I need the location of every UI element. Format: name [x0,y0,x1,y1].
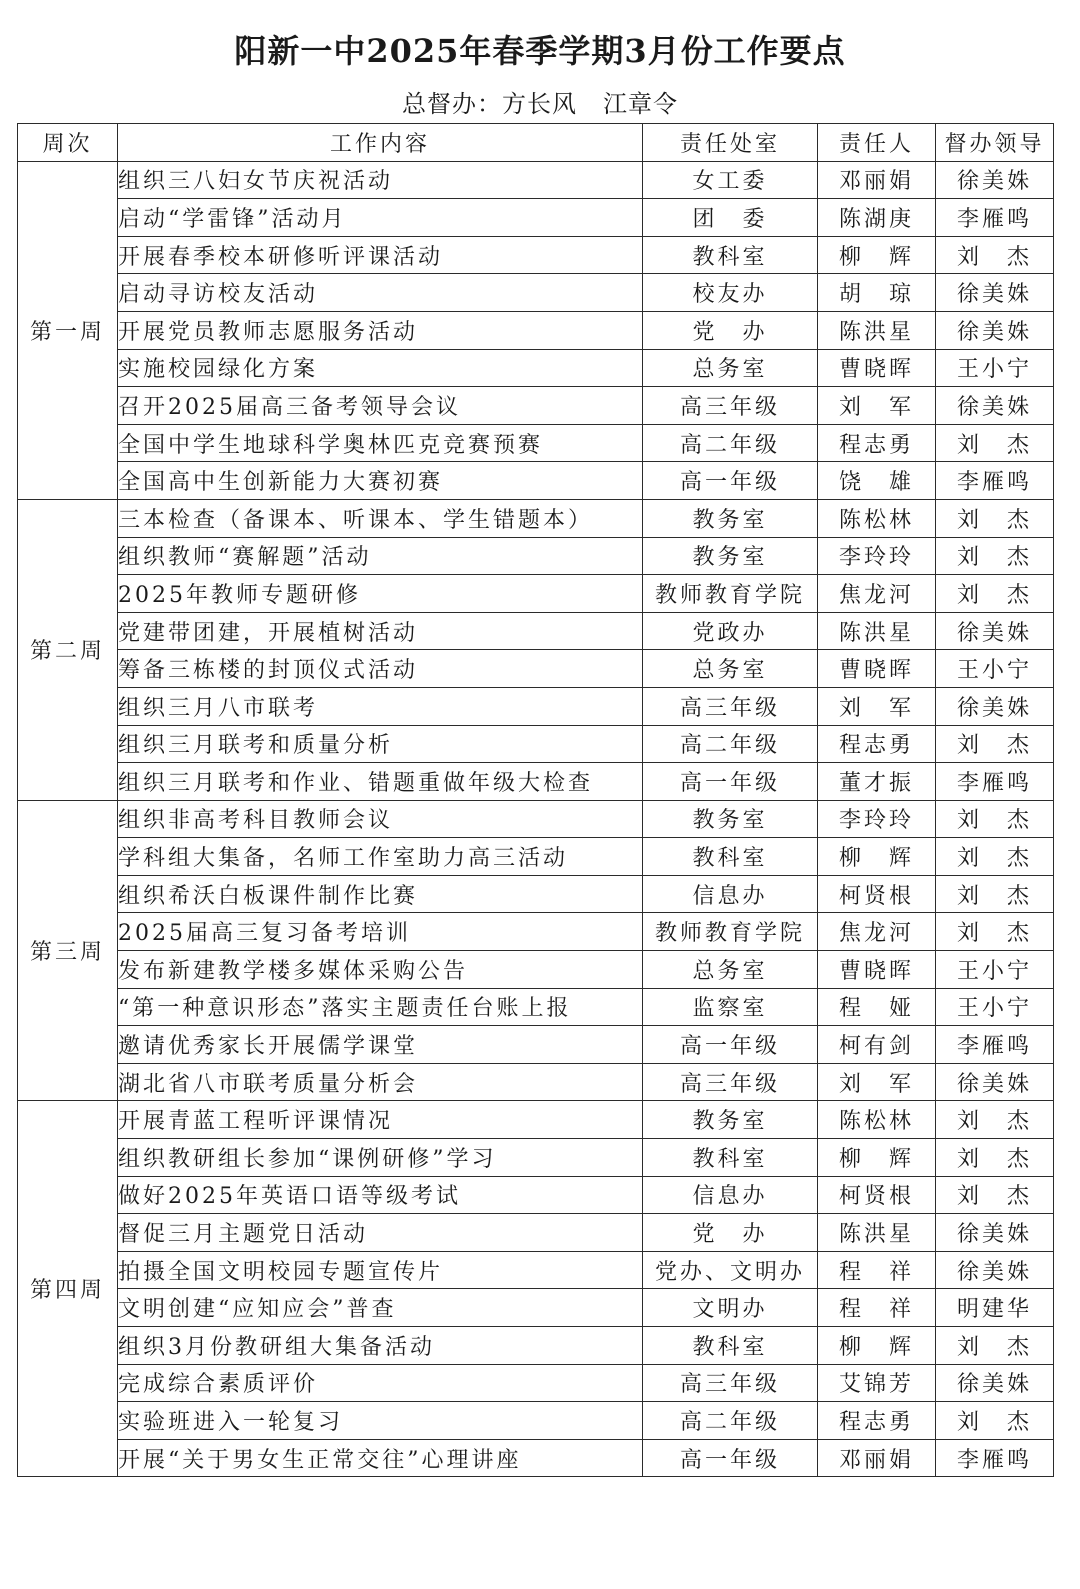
supervising-leader: 刘 杰 [936,575,1054,613]
work-content: 实验班进入一轮复习 [118,1402,643,1440]
table-row [18,1026,1054,1064]
responsible-department: 教师教育学院 [643,913,818,951]
responsible-person: 柯有剑 [818,1026,936,1064]
work-content: 召开2025届高三备考领导会议 [118,387,643,425]
responsible-department: 党 办 [643,1214,818,1252]
table-row [18,311,1054,349]
responsible-person: 邓丽娟 [818,1439,936,1477]
table-row [18,612,1054,650]
responsible-department: 高一年级 [643,462,818,500]
responsible-department: 高一年级 [643,1026,818,1064]
responsible-person: 程志勇 [818,1402,936,1440]
table-row [18,387,1054,425]
table-row [18,1139,1054,1177]
supervising-leader: 徐美姝 [936,1251,1054,1289]
supervising-leader: 徐美姝 [936,1063,1054,1101]
responsible-department: 高二年级 [643,1402,818,1440]
table-row [18,1439,1054,1477]
supervising-leader: 徐美姝 [936,161,1054,199]
table-row [18,875,1054,913]
work-content: 开展党员教师志愿服务活动 [118,311,643,349]
supervising-leader: 王小宁 [936,650,1054,688]
work-content: 开展春季校本研修听评课活动 [118,236,643,274]
work-content: 组织希沃白板课件制作比赛 [118,875,643,913]
responsible-person: 柳 辉 [818,838,936,876]
table-row [18,575,1054,613]
table-row [18,687,1054,725]
responsible-department: 高一年级 [643,1439,818,1477]
week-label: 第二周 [18,499,118,800]
supervising-leader: 徐美姝 [936,1214,1054,1252]
table-row [18,199,1054,237]
supervising-leader: 李雁鸣 [936,1026,1054,1064]
table-row [18,424,1054,462]
table-row [18,650,1054,688]
responsible-department: 党 办 [643,311,818,349]
responsible-person: 柳 辉 [818,1327,936,1365]
supervising-leader: 刘 杰 [936,838,1054,876]
table-row [18,499,1054,537]
responsible-department: 教科室 [643,1139,818,1177]
responsible-department: 教务室 [643,499,818,537]
responsible-person: 李玲玲 [818,800,936,838]
supervising-leader: 刘 杰 [936,725,1054,763]
supervisor-label: 总督办：方长风 [402,90,577,118]
table-row [18,1176,1054,1214]
work-content: 组织三月联考和质量分析 [118,725,643,763]
responsible-department: 文明办 [643,1289,818,1327]
table-row [18,988,1054,1026]
responsible-department: 教务室 [643,1101,818,1139]
responsible-person: 陈洪星 [818,1214,936,1252]
responsible-department: 教科室 [643,236,818,274]
header-department: 责任处室 [643,124,818,162]
responsible-department: 教务室 [643,800,818,838]
work-content: 实施校园绿化方案 [118,349,643,387]
table-row [18,913,1054,951]
responsible-department: 党办、文明办 [643,1251,818,1289]
responsible-department: 高二年级 [643,424,818,462]
work-plan-table [17,123,1054,1477]
responsible-department: 总务室 [643,951,818,989]
responsible-person: 胡 琼 [818,274,936,312]
responsible-person: 李玲玲 [818,537,936,575]
responsible-department: 高三年级 [643,1364,818,1402]
supervising-leader: 徐美姝 [936,387,1054,425]
responsible-department: 总务室 [643,650,818,688]
responsible-department: 校友办 [643,274,818,312]
header-week: 周次 [18,124,118,162]
table-body [18,161,1054,1477]
supervising-leader: 刘 杰 [936,1327,1054,1365]
responsible-department: 高三年级 [643,687,818,725]
work-content: 全国中学生地球科学奥林匹克竞赛预赛 [118,424,643,462]
header-person: 责任人 [818,124,936,162]
table-row [18,1251,1054,1289]
responsible-person: 曹晓晖 [818,349,936,387]
responsible-department: 教科室 [643,1327,818,1365]
responsible-person: 柳 辉 [818,236,936,274]
responsible-department: 高二年级 [643,725,818,763]
responsible-department: 教师教育学院 [643,575,818,613]
work-content: 全国高中生创新能力大赛初赛 [118,462,643,500]
work-content: 组织三八妇女节庆祝活动 [118,161,643,199]
table-row [18,1402,1054,1440]
supervising-leader: 刘 杰 [936,1139,1054,1177]
table-row [18,1101,1054,1139]
responsible-person: 陈湖庚 [818,199,936,237]
supervisor-line [0,84,1080,119]
work-content: 三本检查（备课本、听课本、学生错题本） [118,499,643,537]
week-label: 第一周 [18,161,118,499]
supervising-leader: 王小宁 [936,988,1054,1026]
table-row [18,1289,1054,1327]
supervising-leader: 刘 杰 [936,1402,1054,1440]
table-row [18,462,1054,500]
responsible-person: 曹晓晖 [818,951,936,989]
work-content: 2025届高三复习备考培训 [118,913,643,951]
work-content: 发布新建教学楼多媒体采购公告 [118,951,643,989]
responsible-department: 党政办 [643,612,818,650]
work-content: 做好2025年英语口语等级考试 [118,1176,643,1214]
supervising-leader: 刘 杰 [936,499,1054,537]
work-content: 筹备三栋楼的封顶仪式活动 [118,650,643,688]
supervising-leader: 刘 杰 [936,800,1054,838]
supervising-leader: 刘 杰 [936,424,1054,462]
responsible-person: 柳 辉 [818,1139,936,1177]
header-content: 工作内容 [118,124,643,162]
work-content: 组织三月联考和作业、错题重做年级大检查 [118,763,643,801]
table-row [18,161,1054,199]
responsible-person: 董才振 [818,763,936,801]
responsible-person: 刘 军 [818,387,936,425]
responsible-department: 团 委 [643,199,818,237]
responsible-person: 程 娅 [818,988,936,1026]
supervising-leader: 刘 杰 [936,875,1054,913]
table-row [18,236,1054,274]
table-row [18,951,1054,989]
supervising-leader: 王小宁 [936,951,1054,989]
responsible-department: 女工委 [643,161,818,199]
responsible-person: 刘 军 [818,687,936,725]
responsible-person: 焦龙河 [818,575,936,613]
responsible-person: 程 祥 [818,1251,936,1289]
work-content: 湖北省八市联考质量分析会 [118,1063,643,1101]
work-content: 启动寻访校友活动 [118,274,643,312]
work-content: 组织3月份教研组大集备活动 [118,1327,643,1365]
responsible-person: 艾锦芳 [818,1364,936,1402]
supervising-leader: 刘 杰 [936,1176,1054,1214]
supervising-leader: 徐美姝 [936,311,1054,349]
work-content: 党建带团建，开展植树活动 [118,612,643,650]
responsible-person: 程 祥 [818,1289,936,1327]
work-content: 邀请优秀家长开展儒学课堂 [118,1026,643,1064]
responsible-person: 陈洪星 [818,311,936,349]
supervising-leader: 明建华 [936,1289,1054,1327]
supervising-leader: 李雁鸣 [936,1439,1054,1477]
table-row [18,763,1054,801]
table-row [18,1327,1054,1365]
table-row [18,800,1054,838]
table-row [18,1214,1054,1252]
responsible-person: 刘 军 [818,1063,936,1101]
supervising-leader: 徐美姝 [936,274,1054,312]
supervising-leader: 刘 杰 [936,913,1054,951]
work-content: 组织非高考科目教师会议 [118,800,643,838]
work-content: 开展青蓝工程听评课情况 [118,1101,643,1139]
table-header-row [18,124,1054,162]
responsible-person: 饶 雄 [818,462,936,500]
responsible-person: 邓丽娟 [818,161,936,199]
table-row [18,537,1054,575]
work-content: 组织三月八市联考 [118,687,643,725]
supervising-leader: 刘 杰 [936,236,1054,274]
responsible-person: 陈松林 [818,1101,936,1139]
responsible-department: 高三年级 [643,1063,818,1101]
supervising-leader: 李雁鸣 [936,199,1054,237]
responsible-department: 监察室 [643,988,818,1026]
responsible-department: 信息办 [643,1176,818,1214]
responsible-department: 高一年级 [643,763,818,801]
supervising-leader: 李雁鸣 [936,763,1054,801]
work-content: 2025年教师专题研修 [118,575,643,613]
responsible-person: 陈洪星 [818,612,936,650]
responsible-person: 程志勇 [818,424,936,462]
work-content: 拍摄全国文明校园专题宣传片 [118,1251,643,1289]
responsible-department: 总务室 [643,349,818,387]
work-content: 文明创建“应知应会”普查 [118,1289,643,1327]
table-row [18,1063,1054,1101]
responsible-person: 程志勇 [818,725,936,763]
work-content: 开展“关于男女生正常交往”心理讲座 [118,1439,643,1477]
table-row [18,274,1054,312]
table-row [18,725,1054,763]
table-row [18,838,1054,876]
supervising-leader: 徐美姝 [936,612,1054,650]
responsible-person: 陈松林 [818,499,936,537]
work-content: 完成综合素质评价 [118,1364,643,1402]
table-row [18,1364,1054,1402]
supervising-leader: 李雁鸣 [936,462,1054,500]
responsible-department: 教务室 [643,537,818,575]
page-title: 阳新一中2025年春季学期3月份工作要点 [234,32,846,70]
work-content: 学科组大集备，名师工作室助力高三活动 [118,838,643,876]
responsible-person: 焦龙河 [818,913,936,951]
week-label: 第三周 [18,800,118,1101]
work-content: 督促三月主题党日活动 [118,1214,643,1252]
work-content: 启动“学雷锋”活动月 [118,199,643,237]
supervising-leader: 刘 杰 [936,537,1054,575]
responsible-person: 柯贤根 [818,875,936,913]
supervising-leader: 徐美姝 [936,1364,1054,1402]
supervising-leader: 徐美姝 [936,687,1054,725]
table-row [18,349,1054,387]
responsible-department: 高三年级 [643,387,818,425]
week-label: 第四周 [18,1101,118,1477]
supervisor-second: 江章令 [603,90,678,118]
work-content: 组织教师“赛解题”活动 [118,537,643,575]
responsible-person: 曹晓晖 [818,650,936,688]
work-content: “第一种意识形态”落实主题责任台账上报 [118,988,643,1026]
responsible-department: 信息办 [643,875,818,913]
responsible-person: 柯贤根 [818,1176,936,1214]
supervising-leader: 刘 杰 [936,1101,1054,1139]
supervising-leader: 王小宁 [936,349,1054,387]
work-content: 组织教研组长参加“课例研修”学习 [118,1139,643,1177]
header-leader: 督办领导 [936,124,1054,162]
responsible-department: 教科室 [643,838,818,876]
